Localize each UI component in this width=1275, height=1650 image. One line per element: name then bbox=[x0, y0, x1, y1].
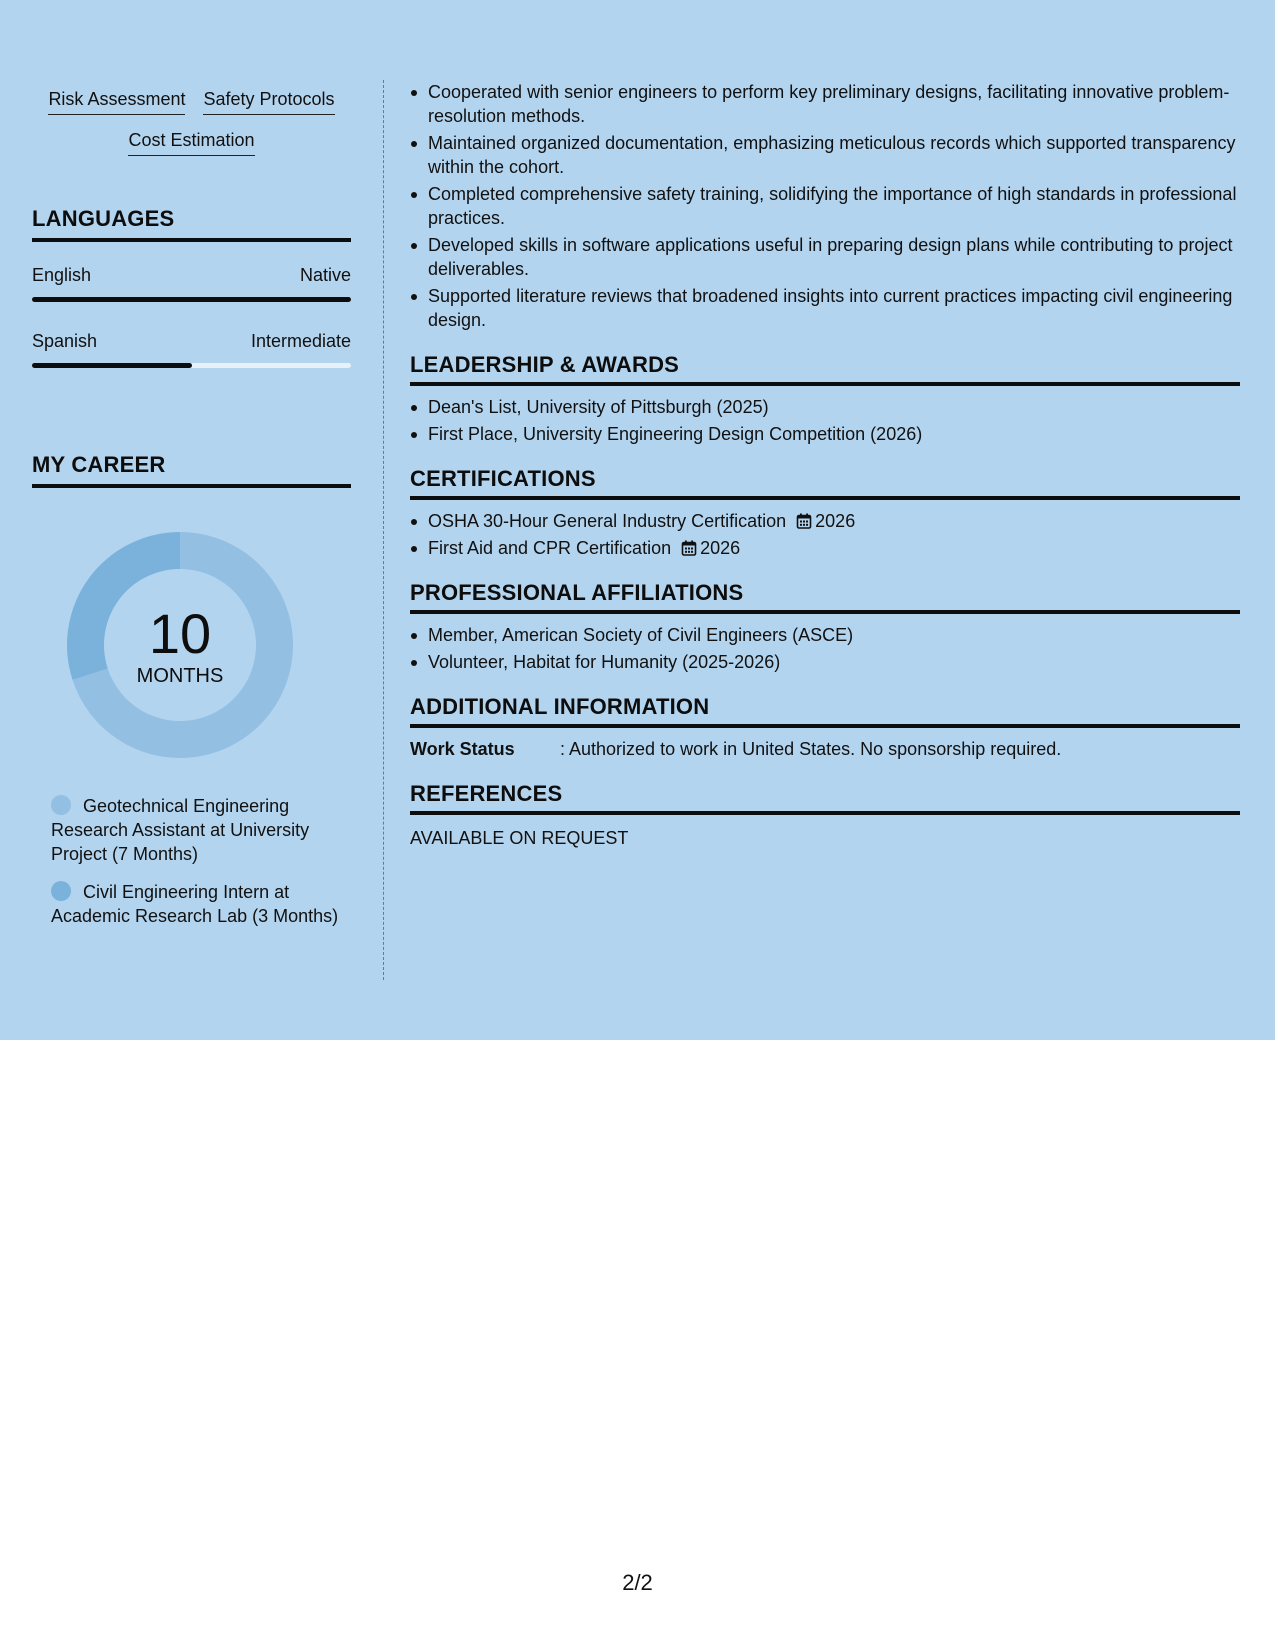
additional-info-section bbox=[410, 694, 1240, 761]
language-proficiency-bar bbox=[32, 363, 351, 368]
skill-tag: Cost Estimation bbox=[128, 129, 254, 156]
skill-tag: Safety Protocols bbox=[203, 88, 334, 115]
languages-heading: LANGUAGES bbox=[32, 206, 351, 242]
language-name: English bbox=[32, 265, 92, 285]
certification-name: First Aid and CPR Certification bbox=[428, 538, 672, 558]
language-proficiency-fill bbox=[32, 297, 351, 302]
legend-label: Civil Engineering Intern at Academic Research Lab (3 Months) bbox=[51, 882, 339, 926]
skill-tag: Risk Assessment bbox=[48, 88, 185, 115]
certification-year: 2026 bbox=[815, 511, 856, 531]
legend-dot bbox=[51, 795, 71, 815]
career-legend-item bbox=[51, 880, 341, 928]
page-number: 2/2 bbox=[622, 1570, 653, 1595]
career-legend-item bbox=[51, 794, 341, 866]
certification-year: 2026 bbox=[700, 538, 741, 558]
right-column bbox=[410, 80, 1240, 850]
language-proficiency-fill bbox=[32, 363, 192, 368]
experience-bullet: Cooperated with senior engineers to perform key preliminary designs, facilitating innovative problem-resolution methods. bbox=[410, 80, 1240, 128]
language-level: Native bbox=[299, 265, 351, 285]
references-heading: REFERENCES bbox=[410, 781, 1240, 815]
career-total-value: 10 bbox=[148, 602, 212, 665]
career-total-unit: MONTHS bbox=[136, 665, 224, 687]
experience-bullets bbox=[410, 80, 1240, 332]
certification-name: OSHA 30-Hour General Industry Certification bbox=[428, 511, 787, 531]
legend-dot bbox=[51, 881, 71, 901]
career-section bbox=[32, 452, 351, 942]
affiliation-item: Member, American Society of Civil Engineers (ASCE) bbox=[410, 623, 1240, 647]
legend-label: Geotechnical Engineering Research Assistant at University Project (7 Months) bbox=[51, 796, 310, 864]
certifications-section bbox=[410, 466, 1240, 560]
left-column bbox=[32, 80, 351, 926]
leadership-section bbox=[410, 352, 1240, 446]
donut-center-label bbox=[67, 604, 293, 688]
career-donut-chart bbox=[67, 532, 293, 758]
experience-bullet: Completed comprehensive safety training, solidifying the importance of high standards in professional practices. bbox=[410, 182, 1240, 230]
calendar-icon bbox=[796, 513, 812, 529]
affiliations-section bbox=[410, 580, 1240, 674]
language-item bbox=[32, 264, 351, 302]
column-divider bbox=[383, 80, 384, 980]
language-proficiency-bar bbox=[32, 297, 351, 302]
language-level: Intermediate bbox=[250, 331, 351, 351]
language-name: Spanish bbox=[32, 331, 98, 351]
certification-item bbox=[410, 509, 1240, 533]
career-legend bbox=[32, 794, 351, 928]
experience-bullet: Supported literature reviews that broadened insights into current practices impacting civil engineering design. bbox=[410, 284, 1240, 332]
languages-section bbox=[32, 206, 351, 368]
language-item bbox=[32, 330, 351, 368]
work-status-label: Work Status bbox=[410, 739, 515, 759]
skills-tags bbox=[32, 80, 351, 156]
references-text: AVAILABLE ON REQUEST bbox=[410, 828, 629, 848]
career-heading: MY CAREER bbox=[32, 452, 351, 488]
award-item: First Place, University Engineering Design Competition (2026) bbox=[410, 422, 1240, 446]
certification-item bbox=[410, 536, 1240, 560]
award-item: Dean's List, University of Pittsburgh (2025) bbox=[410, 395, 1240, 419]
leadership-heading: LEADERSHIP & AWARDS bbox=[410, 352, 1240, 386]
calendar-icon bbox=[681, 540, 697, 556]
experience-bullet: Developed skills in software applications useful in preparing design plans while contributing to project deliverables. bbox=[410, 233, 1240, 281]
experience-bullet: Maintained organized documentation, emphasizing meticulous records which supported transparency within the cohort. bbox=[410, 131, 1240, 179]
work-status-value: : Authorized to work in United States. No sponsorship required. bbox=[560, 739, 1062, 759]
references-section bbox=[410, 781, 1240, 850]
affiliation-item: Volunteer, Habitat for Humanity (2025-2026) bbox=[410, 650, 1240, 674]
work-status-row bbox=[410, 737, 1240, 761]
additional-info-heading: ADDITIONAL INFORMATION bbox=[410, 694, 1240, 728]
certifications-heading: CERTIFICATIONS bbox=[410, 466, 1240, 500]
affiliations-heading: PROFESSIONAL AFFILIATIONS bbox=[410, 580, 1240, 614]
